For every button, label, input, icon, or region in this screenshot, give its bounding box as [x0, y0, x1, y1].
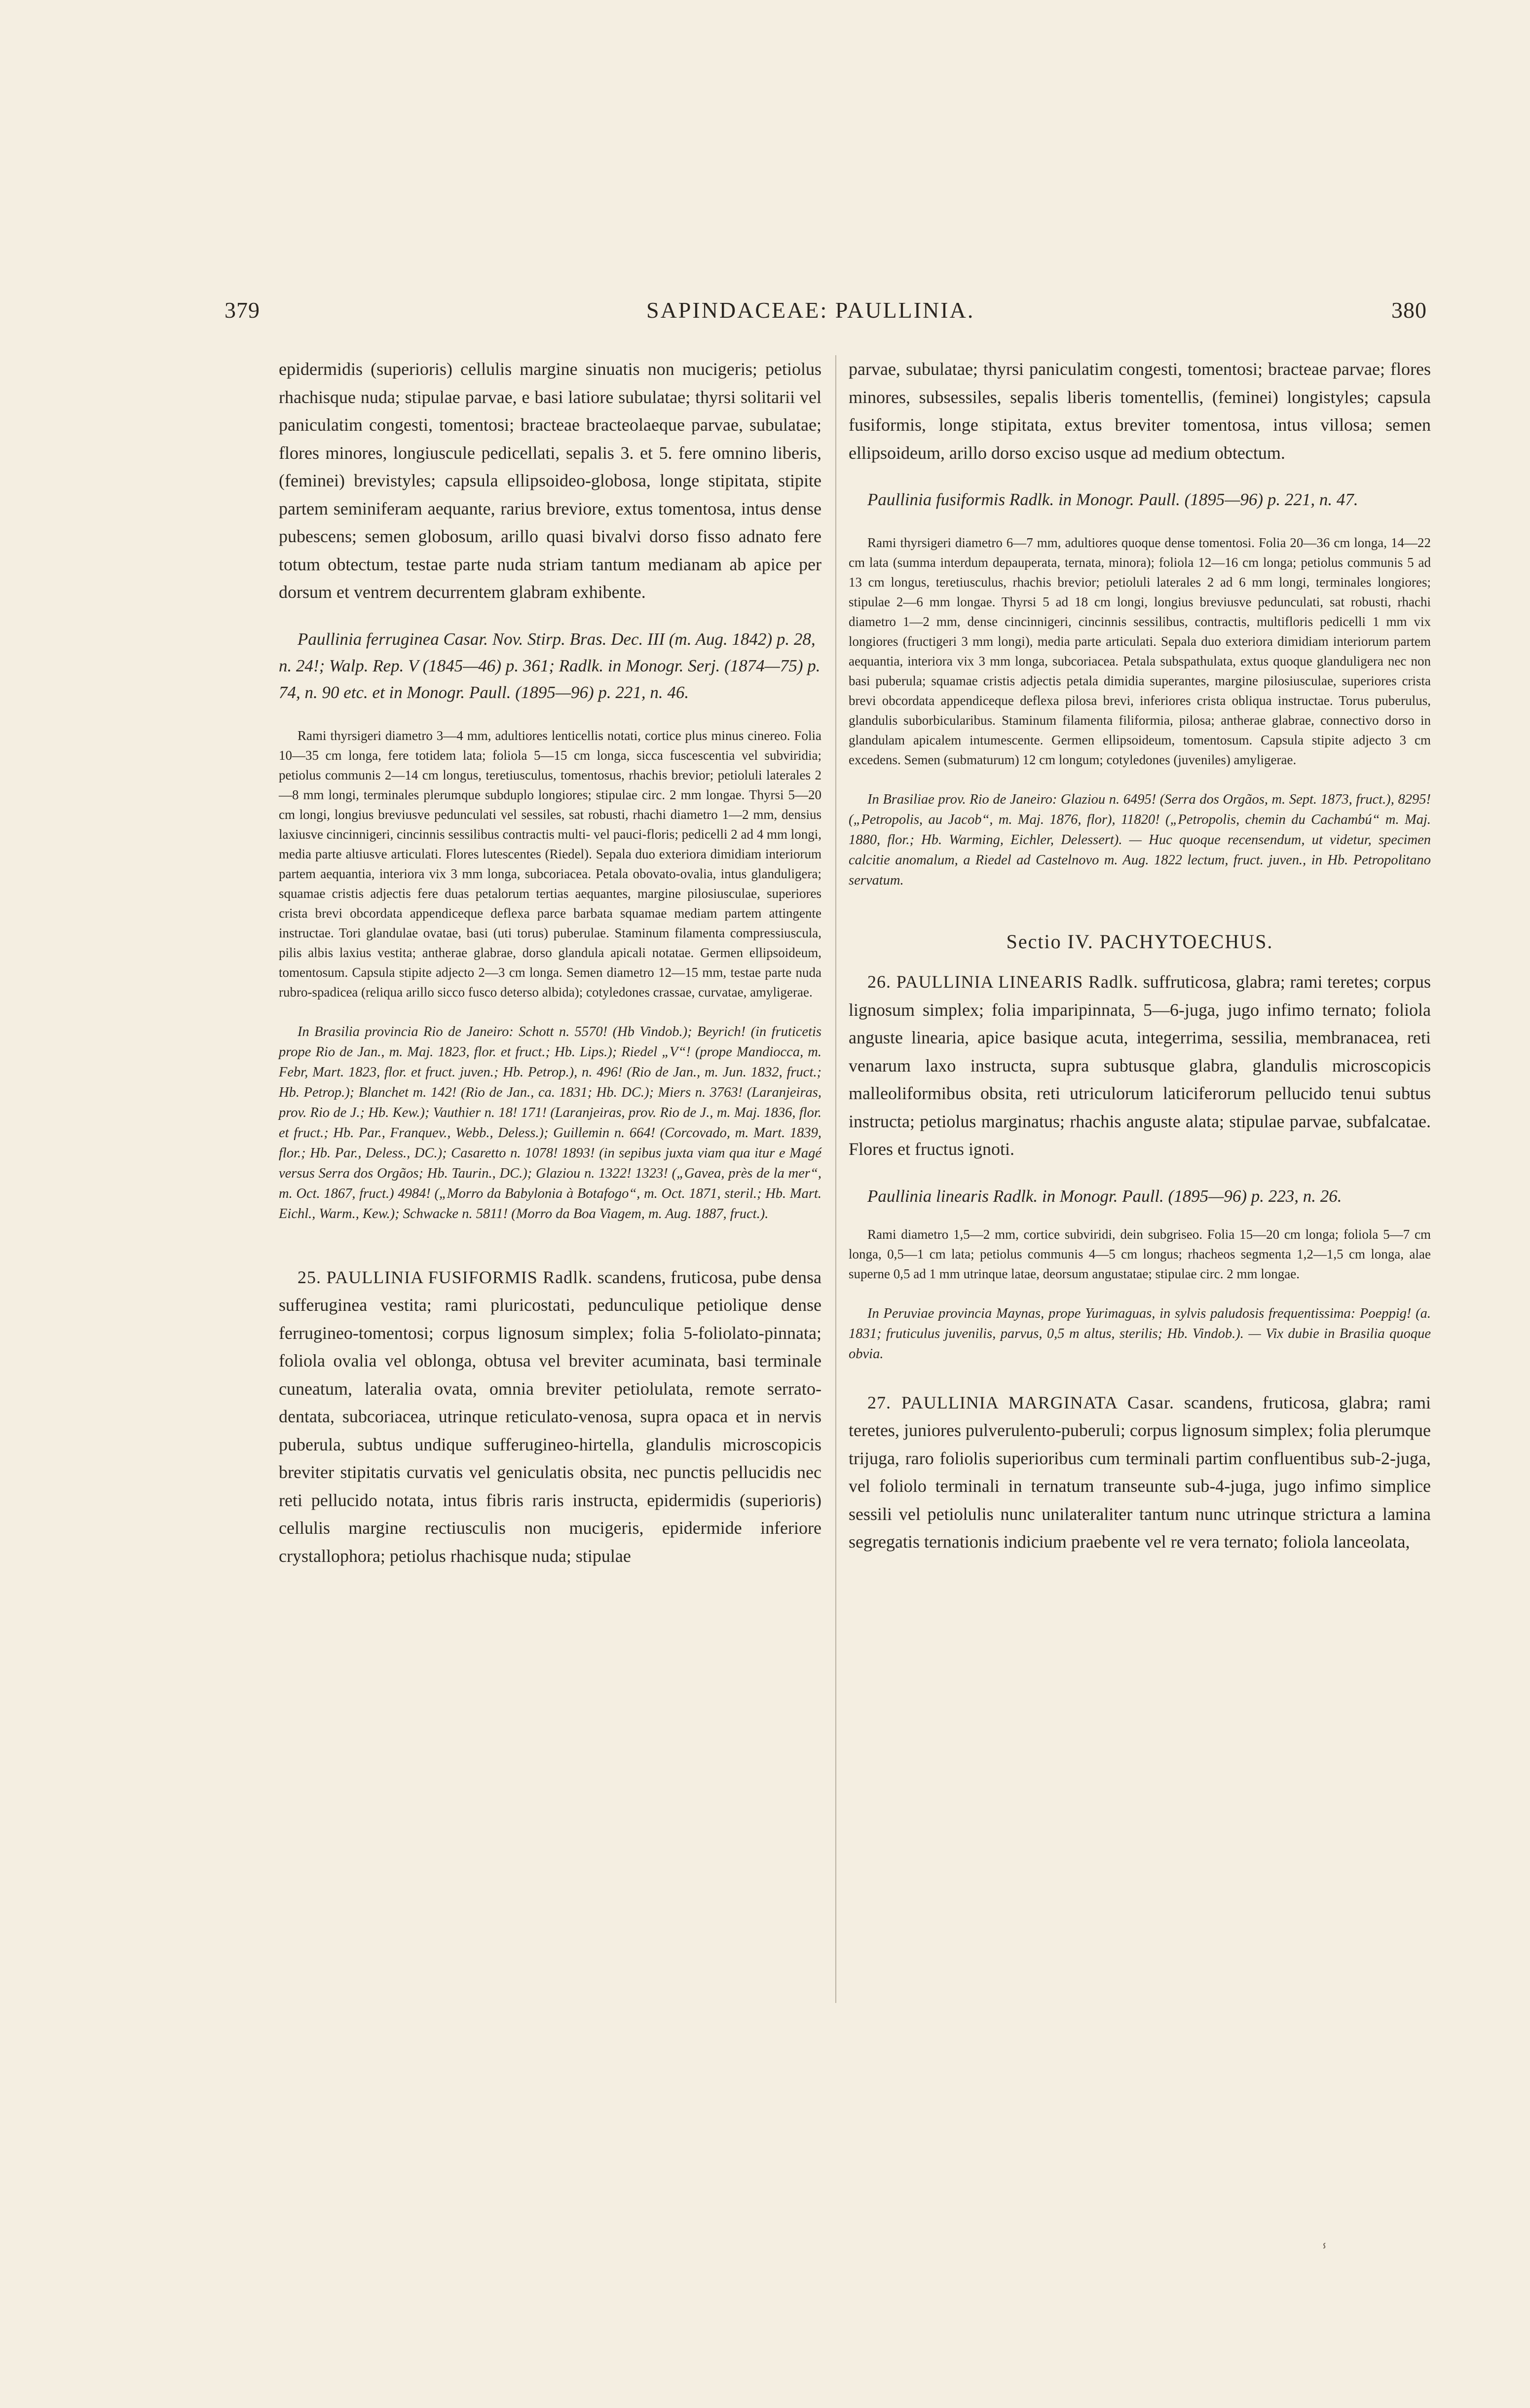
localities-linearis: In Peruviae provincia Maynas, prope Yurimaguas, in sylvis paludosis frequentissima: Poeppig! (a. 1831; fruticulus juvenilis, parvus, 0,5 m altus, sterilis; Hb. Vindob.). — Vix dubie in Brasilia quoque obvia.	[849, 1305, 1431, 1362]
citation-linearis: Paullinia linearis Radlk. in Monogr. Paull. (1895—96) p. 223, n. 26.	[867, 1186, 1342, 1206]
page-number-right: 380	[1391, 297, 1427, 323]
stray-mark: ⸯ	[1320, 2244, 1329, 2262]
page-number-left: 379	[224, 297, 260, 323]
diagnosis-continued: epidermidis (superioris) cellulis margine sinuatis non mucigeris; petiolus rhachisque nuda; stipulae parvae, e basi latiore subulatae; thyrsi solitarii vel paniculatim congesti, tomentosi; bracteae bracteolaeque parvae, subulatae; flores minores, longiuscule pedicellati, sepalis 3. et 5. fere omnino liberis, (feminei) brevistyles; capsula ellipsoideo-globosa, longe stipitata, stipite partem seminiferam aequante, rarius breviore, extus tomentosa, intus dense pubescens; semen globosum, arillo quasi bivalvi dorso fisso adnato fere totum obtectum, testae parte nuda striam tantum medianam ab apice per dorsum et ventrem decurrentem glabram exhibente.	[279, 359, 821, 602]
localities-ferruginea: In Brasilia provincia Rio de Janeiro: Schott n. 5570! (Hb Vindob.); Beyrich! (in fruticetis prope Rio de Jan., m. Maj. 1823, flor. et fruct.; Hb. Lips.); Riedel „V“! (prope Mandiocca, m. Febr, Mart. 1823, flor. et fruct. juven.; Hb. Petrop.), n. 496! (Rio de Jan., m. Jun. 1832, fruct.; Hb. Petrop.); Blanchet m. 142! (Rio de Jan., ca. 1831; Hb. DC.); Miers n. 3763! (Laranjeiras, prov. Rio de J.; Hb. Kew.); Vauthier n. 18! 171! (Laranjeiras, prov. Rio de J., m. Maj. 1836, flor. et fruct.; Hb. Par., Franquev., Webb., Deless.); Guillemin n. 664! (Corcovado, m. Mart. 1839, flor.; Hb. Par., Deless., DC.); Casaretto n. 1078! 1893! (in sepibus juxta viam qua itur e Magé versus Serra dos Orgãos; Hb. Taurin., DC.); Glaziou n. 1322! 1323! („Gavea, près de la mer“, m. Oct. 1867, fruct.) 4984! („Morro da Babylonia à Botafogo“, m. Oct. 1871, steril.; Hb. Mart. Eichl., Warm., Kew.); Schwacke n. 5811! (Morro da Boa Viagem, m. Aug. 1887, fruct.).	[279, 1024, 821, 1222]
citation-ferruginea: Paullinia ferruginea Casar. Nov. Stirp. Bras. Dec. III (m. Aug. 1842) p. 28, n. 24!; Walp. Rep. V (1845—46) p. 361; Radlk. in Monogr. Serj. (1874—75) p. 74, n. 90 etc. et in Monogr. Paull. (1895—96) p. 221, n. 46.	[279, 629, 821, 702]
species-25-paragraph	[279, 1263, 821, 1570]
right-column	[849, 355, 1431, 1556]
running-title: SAPINDACEAE: PAULLINIA.	[646, 297, 975, 323]
description-fusiformis: Rami thyrsigeri diametro 6—7 mm, adultiores quoque dense tomentosi. Folia 20—36 cm longa, 14—22 cm lata (summa interdum depauperata, ternata, minora); foliola 12—16 cm longa; petiolus communis 5 ad 13 cm longus, teretiusculus, rhachis brevior; petioluli laterales 2 ad 6 mm longi, terminales longiores; stipulae 2—6 mm longae. Thyrsi 5 ad 18 cm longi, longius breviusve pedunculati, sat robusti, rhachi diametro 1—2 mm, dense cincinnigeri, cincinnis sessilibus, contractis, multifloris pedicelli 1 mm vix longiores (fructigeri 3 mm longi), media parte articulati. Sepala duo exteriora dimidiam interiorum partem aequantia, interiora vix 3 mm longa, subcoriacea. Petala subspathulata, extus quoque glanduligera nec non basi puberula; squamae cristis adjectis petala dimidia superantes, margine pilosiusculae, superiores crista brevi obcordata appendiceque deflexa pilosa brevi, inferiores crista obliqua instructae. Torus puberulus, glandulis suborbicularibus. Staminum filamenta filiformia, pilosa; antherae glabrae, connectivo dorso in glandulam apicalem intumescente. Germen ellipsoideum, tomentosum. Capsula stipite adjecto 3 cm excedens. Semen (submaturum) 12 cm longum; cotyledones (juveniles) amyligerae.	[849, 535, 1431, 767]
citation-fusiformis: Paullinia fusiformis Radlk. in Monogr. Paull. (1895—96) p. 221, n. 47.	[867, 490, 1358, 509]
species-26-diagnosis: suffruticosa, glabra; rami teretes; corpus lignosum simplex; folia imparipinnata, 5—6-juga, jugo infimo ternato; foliola anguste linearia, apice basique acuta, integerrima, sessilia, membranacea, reti venarum laxo instructa, supra subtusque glabra, glandulis microscopicis malleoliformibus obsita, reti utriculorum laticiferorum pellucido tenui subtus instructa; petiolus marginatus; rhachis anguste alata; stipulae parvae, subfalcatae. Flores et fructus ignoti.	[849, 972, 1431, 1159]
left-column	[279, 355, 821, 1570]
species-27-heading: 27. PAULLINIA MARGINATA Casar.	[867, 1392, 1174, 1412]
species-25-diagnosis: scandens, fruticosa, pube densa sufferuginea vestita; rami pluricostati, pedunculique petiolique dense ferrugineo-tomentosi; corpus lignosum simplex; folia 5-foliolato-pinnata; foliola ovalia vel oblonga, obtusa vel breviter acuminata, basi terminale cuneatum, lateralia ovata, omnia breviter petiolulata, remote serrato-dentata, subcoriacea, utrinque reticulato-venosa, supra opaca et in nervis puberula, subtus undique sufferugineo-hirtella, glandulis microscopicis breviter stipitatis curvatis vel geniculatis obsita, nec punctis pellucidis nec reti pellucido notata, intus fibris raris instructa, epidermidis (superioris) cellulis margine rectiusculis non mucigeris, epidermide inferiore crystallophora; petiolus rhachisque nuda; stipulae	[279, 1267, 821, 1566]
species-27-diagnosis: scandens, fruticosa, glabra; rami teretes, juniores pulverulento-puberuli; corpus lignosum simplex; folia plerumque trijuga, raro foliolis superioribus cum terminali partim confluentibus sub-2-juga, vel foliolo terminali in ternatum transeunte sub-4-juga, jugo infimo simplice sessili vel petiolulis nunc unilateraliter tantum nunc utrinque strictura a lamina segregatis ternationis indicium praebente vel re vera ternato; foliola lanceolata,	[849, 1392, 1431, 1552]
species-27-paragraph	[849, 1389, 1431, 1556]
species-25-heading: 25. PAULLINIA FUSIFORMIS Radlk.	[298, 1267, 593, 1287]
description-ferruginea: Rami thyrsigeri diametro 3—4 mm, adultiores lenticellis notati, cortice plus minus cinereo. Folia 10—35 cm longa, fere totidem lata; foliola 5—15 cm longa, sicca fuscescentia vel subviridia; petiolus communis 2—14 cm longus, teretiusculus, tomentosus, rhachis brevior; petioluli laterales 2—8 mm longi, terminales plerumque subduplo longiores; stipulae circ. 2 mm longae. Thyrsi 5—20 cm longi, longius breviusve pedunculati vel sessiles, sat robusti, rhachi diametro 1—2 mm, densius laxiusve cincinnigeri, cincinnis sessilibus contractis multi- vel pauci-floris; pedicelli 2 ad 4 mm longi, media parte altiusve articulati. Flores lutescentes (Riedel). Sepala duo exteriora dimidiam interiorum partem aequantia, interiora vix 3 mm longa, subcoriacea. Petala obovato-ovalia, intus glanduligera; squamae cristis adjectis fere duas petalorum tertias aequantes, margine pilosiusculae, superiores crista brevi obcordata appendiceque deflexa parce barbata squamae mediam partem attingente instructae. Tori glandulae ovatae, basi (uti torus) puberulae. Staminum filamenta compressiuscula, pilis albis laxius vestita; antherae glabrae, dorso glandula apicali notatae. Germen ellipsoideum, tomentosum. Capsula stipite adjecto 2—3 cm longa. Semen diametro 12—15 mm, testae parte nuda rubro-spadicea (reliqua arillo sicco fusco deterso albida); cotyledones crassae, curvatae, amyligerae.	[279, 728, 822, 1000]
diagnosis-fusiformis-continued: parvae, subulatae; thyrsi paniculatim congesti, tomentosi; bracteae parvae; flores minores, subsessiles, sepalis liberis tomentellis, (feminei) longistyles; capsula fusiformis, longe stipitata, extus breviter tomentosa, intus villosa; semen ellipsoideum, arillo dorso exciso usque ad medium obtectum.	[849, 359, 1431, 463]
localities-fusiformis: In Brasiliae prov. Rio de Janeiro: Glaziou n. 6495! (Serra dos Orgãos, m. Sept. 1873, fruct.), 8295! („Petropolis, au Jacob“, m. Maj. 1876, flor), 11820! („Petropolis, chemin du Cachambú“ m. Maj. 1880, flor.; Hb. Warming, Eichler, Delessert). — Huc quoque recensendum, ut videtur, specimen calcitie anomalum, a Riedel ad Castelnovo m. Aug. 1822 lectum, fruct. juven., in Hb. Petropolitano servatum.	[849, 792, 1431, 888]
column-divider	[835, 355, 836, 2003]
section-heading: Sectio IV. PACHYTOECHUS.	[1006, 930, 1273, 953]
description-linearis: Rami diametro 1,5—2 mm, cortice subviridi, dein subgriseo. Folia 15—20 cm longa; foliola 5—7 cm longa, 0,5—1 cm lata; petiolus communis 4—5 cm longus; rhacheos segmenta 1,2—1,5 cm longa, alae superne 0,5 ad 1 mm utrinque latae, deorsum angustatae; stipulae circ. 2 mm longae.	[849, 1226, 1431, 1281]
species-26-paragraph	[849, 968, 1431, 1163]
running-header	[0, 297, 1530, 336]
species-26-heading: 26. PAULLINIA LINEARIS Radlk.	[867, 972, 1138, 992]
